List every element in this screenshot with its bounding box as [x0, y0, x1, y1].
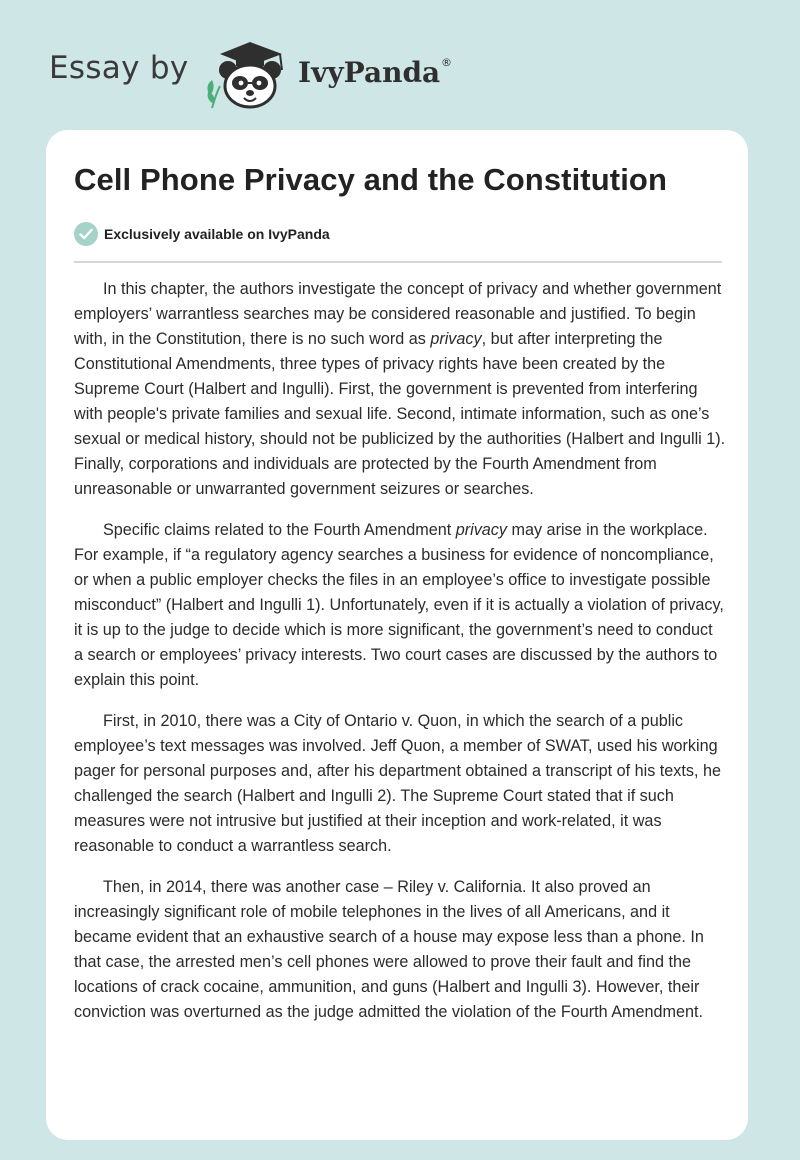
- registered-mark: ®: [441, 56, 452, 69]
- essay-title: Cell Phone Privacy and the Constitution: [74, 162, 667, 197]
- essay-card: [46, 130, 748, 1140]
- badge-text: Exclusively available on IvyPanda: [104, 226, 330, 242]
- panda-graduate-icon[interactable]: [200, 38, 295, 110]
- site-header: [0, 0, 800, 130]
- paragraph: Specific claims related to the Fourth Amendment privacy may arise in the workplace. For example, if “a regulatory agency searches a business for evidence of noncompliance, or when a public employer checks the files in an employee’s office to investigate possible misconduct” (Halbert and Ingulli 1). Unfortunately, even if it is actually a violation of privacy, it is up to the judge to decide which is more significant, the government’s need to conduct a search or employees’ privacy interests. Two court cases are discussed by the authors to explain this point.: [74, 521, 724, 689]
- paragraph: First, in 2010, there was a City of Ontario v. Quon, in which the search of a public employee’s text messages was involved. Jeff Quon, a member of SWAT, used his working pager for personal purposes and, after his department obtained a transcript of his texts, he challenged the search (Halbert and Ingulli 2). The Supreme Court stated that if such measures were not intrusive but justified at their inception and work-related, it was reasonable to conduct a warrantless search.: [74, 712, 721, 855]
- paragraph: Then, in 2014, there was another case – Riley v. California. It also proved an increasingly significant role of mobile telephones in the lives of all Americans, and it became evident that an exhaustive search of a house may expose less than a phone. In that case, the arrested men’s cell phones were allowed to prove their fault and find the locations of crack cocaine, ammunition, and guns (Halbert and Ingulli 3). However, their conviction was overturned as the judge admitted the violation of the Fourth Amendment.: [74, 878, 704, 1021]
- divider: [74, 261, 722, 263]
- essay-by-label: Essay by: [49, 50, 189, 86]
- paragraph: In this chapter, the authors investigate the concept of privacy and whether government employers’ warrantless searches may be considered reasonable and justified. To begin with, in the Constitution, there is no such word as privacy, but after interpreting the Constitutional Amendments, three types of privacy rights have been created by the Supreme Court (Halbert and Ingulli). First, the government is prevented from interfering with people's private families and sexual life. Second, intimate information, such as one’s sexual or medical history, should not be publicized by the authorities (Halbert and Ingulli 1). Finally, corporations and individuals are protected by the Fourth Amendment from unreasonable or unwarranted government seizures or searches.: [74, 280, 726, 498]
- brand-name[interactable]: IvyPanda: [298, 56, 441, 89]
- essay-body: [74, 277, 726, 1041]
- check-circle-icon: [74, 222, 98, 246]
- emphasis: privacy: [430, 330, 482, 348]
- exclusive-badge: [74, 222, 330, 246]
- emphasis: privacy: [455, 521, 507, 539]
